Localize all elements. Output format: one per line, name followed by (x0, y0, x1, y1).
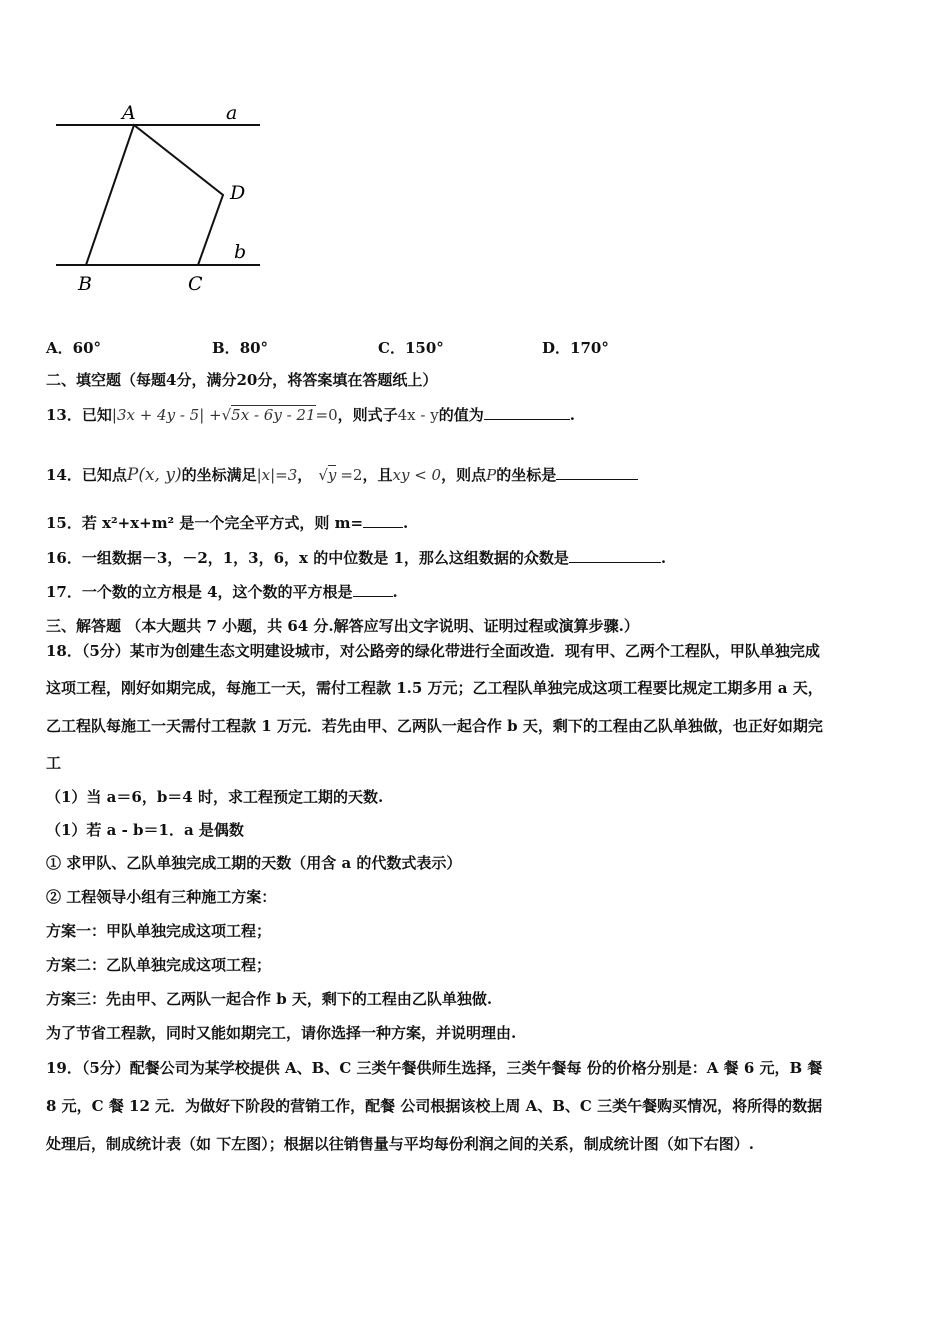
geometry-figure (48, 95, 268, 300)
q18-item-1: ① 求甲队、乙队单独完成工期的天数（用含 a 的代数式表示） (46, 854, 462, 872)
q18-plan-3: 方案三：先由甲、乙两队一起合作 b 天，剩下的工程由乙队单独做. (46, 990, 493, 1008)
math-expr: 4x - y (397, 406, 439, 424)
text: ，则式子 (337, 406, 398, 424)
text: . (403, 514, 409, 532)
math-expr: =2 (340, 466, 363, 484)
text: 一个数的立方根是 4，这个数的平方根是 (81, 583, 353, 601)
math-expr: xy < 0 (392, 466, 442, 484)
math-expr: P (486, 466, 497, 484)
q18-plan-2: 方案二：乙队单独完成这项工程； (46, 956, 272, 974)
sqrt-symbol: √ (221, 406, 232, 424)
question-15 (46, 513, 408, 533)
sqrt-symbol: √ (318, 466, 328, 484)
label-C: C (188, 273, 203, 295)
math-expr: |3x + 4y - 5| + (111, 406, 222, 424)
choice-letter: D． (542, 339, 571, 357)
text: 的坐标是 (496, 466, 557, 484)
text: . (392, 583, 398, 601)
label-A: A (122, 102, 136, 124)
choice-c (378, 337, 444, 358)
question-14 (46, 465, 638, 485)
answer-blank[interactable] (363, 513, 403, 528)
section-3-title: 三、解答题 （本大题共 7 小题，共 64 分.解答应写出文字说明、证明过程或演算步骤.） (46, 617, 639, 635)
question-number: 14． (46, 466, 82, 484)
answer-blank[interactable] (484, 405, 570, 420)
math-expr: y (327, 466, 337, 484)
choice-value: 150° (404, 339, 444, 357)
text: 的值为 (438, 406, 484, 424)
choice-letter: B． (212, 339, 240, 357)
choice-value: 80° (239, 339, 269, 357)
text: 一组数据－3，－2，1，3，6，x 的中位数是 1，那么这组数据的众数是 (81, 549, 569, 567)
math-expr: =0 (315, 406, 338, 424)
q18-sub-1: （1）当 a＝6，b＝4 时，求工程预定工期的天数. (46, 788, 384, 806)
q19-line-2: 8 元，C 餐 12 元．为做好下阶段的营销工作，配餐 公司根据该校上周 A、B、C 三类午餐购买情况，将所得的数据 (46, 1097, 823, 1115)
text: ， (297, 466, 313, 484)
text: 若 x²+x+m² 是一个完全平方式，则 m= (81, 514, 364, 532)
question-17 (46, 582, 398, 602)
text: . (660, 549, 667, 567)
question-16 (46, 548, 666, 568)
text: 已知 (81, 406, 112, 424)
label-D: D (230, 182, 246, 204)
choice-letter: A． (46, 339, 73, 357)
q18-line-3: 乙工程队每施工一天需付工程款 1 万元．若先由甲、乙两队一起合作 b 天，剩下的工程由乙队单独做，也正好如期完 (46, 717, 823, 735)
math-expr: P(x, y) (126, 465, 182, 485)
q18-line-2: 这项工程，刚好如期完成，每施工一天，需付工程款 1.5 万元；乙工程队单独完成这项工程要比规定工期多用 a 天， (46, 679, 823, 697)
answer-blank[interactable] (556, 465, 638, 480)
choice-b (212, 337, 268, 358)
q18-line-4: 工 (46, 754, 62, 772)
text: ，且 (362, 466, 393, 484)
q18-item-2: ② 工程领导小组有三种施工方案： (46, 888, 277, 906)
choice-letter: C． (378, 339, 405, 357)
q18-final: 为了节省工程款，同时又能如期完工，请你选择一种方案，并说明理由. (46, 1024, 517, 1042)
q19-line-1: 19．（5分）配餐公司为某学校提供 A、B、C 三类午餐供师生选择，三类午餐每 份的价格分别是：A 餐 6 元，B 餐 (46, 1059, 823, 1077)
choice-value: 60° (72, 339, 102, 357)
text: 的坐标满足 (181, 466, 257, 484)
question-number: 17． (46, 583, 82, 601)
answer-blank[interactable] (353, 582, 393, 597)
q19-line-3: 处理后，制成统计表（如 下左图）；根据以往销售量与平均每份利润之间的关系，制成统计图（如下右图）. (46, 1135, 754, 1153)
question-number: 15． (46, 514, 82, 532)
q18-line-1: 18．（5分）某市为创建生态文明建设城市，对公路旁的绿化带进行全面改造．现有甲、乙两个工程队，甲队单独完成 (46, 642, 820, 660)
math-expr: |x|=3 (256, 466, 298, 484)
choice-d (542, 337, 609, 358)
question-number: 16． (46, 549, 82, 567)
choice-value: 170° (570, 339, 609, 357)
q18-sub-2: （1）若 a - b＝1．a 是偶数 (46, 821, 244, 839)
polygon-abcd (86, 125, 223, 265)
math-expr: 5x - 6y - 21 (231, 406, 316, 424)
text: 已知点 (81, 466, 127, 484)
section-2-title: 二、填空题（每题4分，满分20分，将答案填在答题纸上） (46, 371, 438, 389)
label-a: a (226, 102, 238, 124)
question-13 (46, 405, 575, 425)
text: ，则点 (441, 466, 487, 484)
choice-a (46, 337, 101, 358)
answer-blank[interactable] (569, 548, 661, 563)
label-B: B (78, 273, 92, 295)
text: . (569, 406, 575, 424)
q18-plan-1: 方案一：甲队单独完成这项工程； (46, 922, 272, 940)
question-number: 13． (46, 406, 82, 424)
label-b: b (234, 241, 247, 263)
